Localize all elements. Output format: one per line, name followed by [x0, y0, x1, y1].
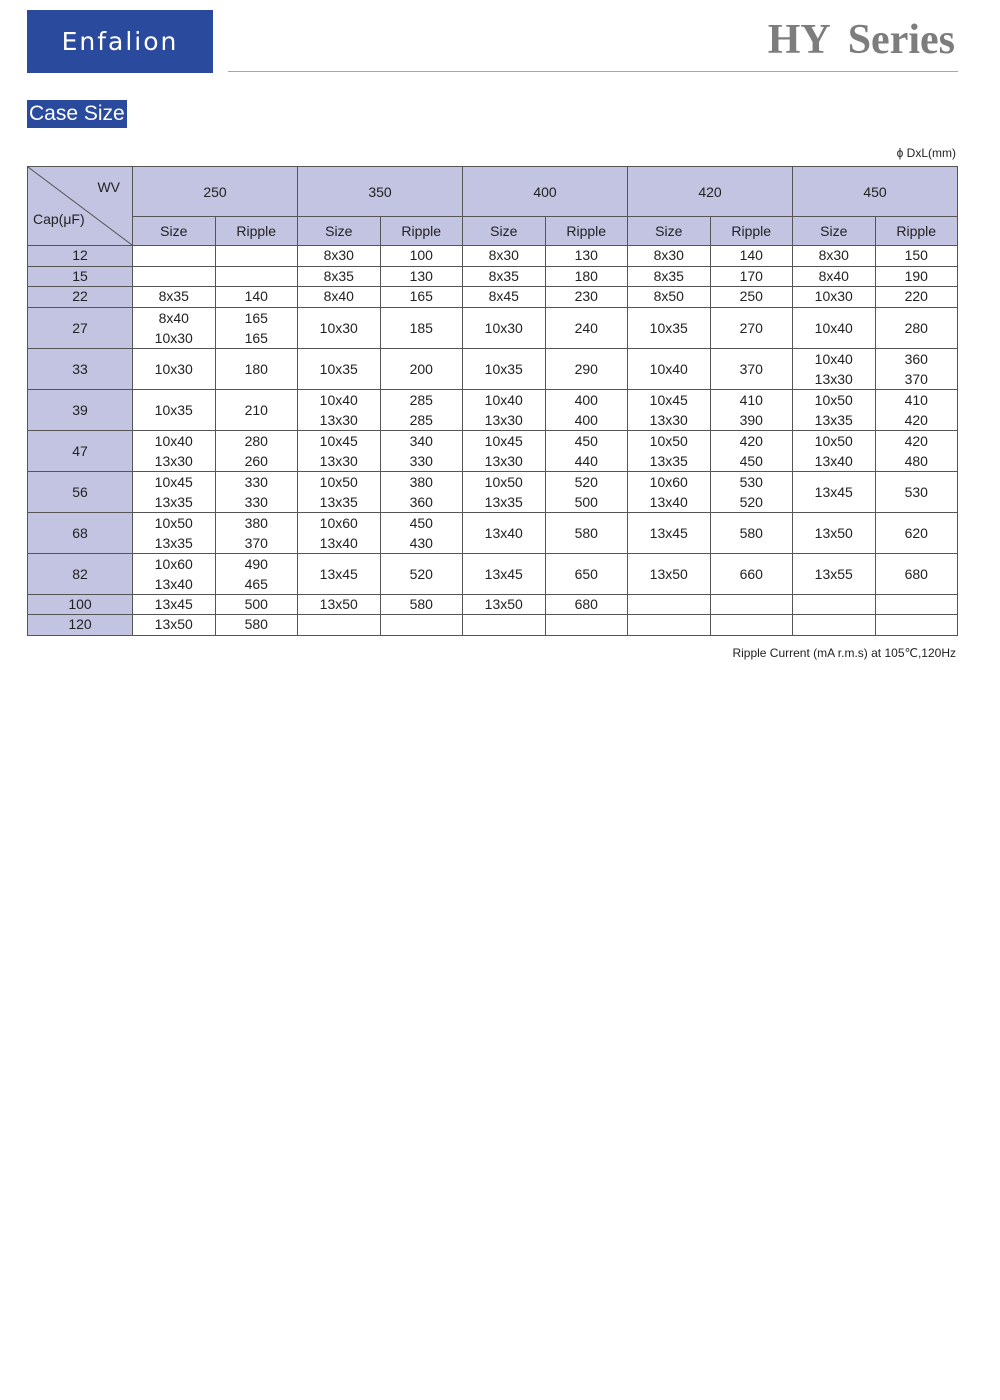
table-body [28, 246, 958, 636]
size-cell [628, 389, 711, 430]
size-value: 10x40 [154, 432, 193, 449]
ripple-cell: 580 [545, 512, 628, 553]
ripple-cell: 500 [215, 594, 298, 615]
table-row [28, 553, 958, 594]
size-cell: 8x30 [298, 246, 381, 267]
capacitance-cell: 27 [28, 307, 133, 348]
ripple-value: 400 [574, 391, 598, 408]
size-cell [298, 512, 381, 553]
size-cell: 8x30 [793, 246, 876, 267]
size-cell [793, 389, 876, 430]
size-cell [298, 471, 381, 512]
ripple-cell: 270 [710, 307, 793, 348]
ripple-value: 490 [244, 555, 268, 572]
ripple-cell: 140 [215, 287, 298, 308]
ripple-header: Ripple [710, 217, 793, 246]
size-cell: 10x40 [793, 307, 876, 348]
capacitance-cell: 33 [28, 348, 133, 389]
size-cell [793, 430, 876, 471]
size-value: 13x40 [649, 493, 688, 510]
section-title-case-size: Case Size [27, 100, 127, 128]
ripple-cell [380, 471, 463, 512]
ripple-value: 430 [409, 534, 433, 551]
ripple-cell: 660 [710, 553, 793, 594]
ripple-header: Ripple [545, 217, 628, 246]
ripple-cell: 240 [545, 307, 628, 348]
ripple-value: 285 [409, 411, 433, 428]
ripple-value: 330 [244, 493, 268, 510]
size-cell [463, 430, 546, 471]
size-cell: 13x50 [298, 594, 381, 615]
ripple-value: 360 [409, 493, 433, 510]
size-cell: 8x40 [298, 287, 381, 308]
ripple-value: 390 [739, 411, 763, 428]
ripple-value: 420 [739, 432, 763, 449]
ripple-cell: 580 [215, 615, 298, 636]
size-value: 10x50 [484, 473, 523, 490]
ripple-value: 340 [409, 432, 433, 449]
ripple-value: 450 [739, 452, 763, 469]
size-value: 13x40 [319, 534, 358, 551]
size-cell: 8x35 [628, 266, 711, 287]
ripple-cell: 130 [545, 246, 628, 267]
size-cell [463, 615, 546, 636]
voltage-header: 250 [133, 167, 298, 217]
ripple-header: Ripple [875, 217, 958, 246]
ripple-cell [545, 389, 628, 430]
size-value: 13x35 [319, 493, 358, 510]
ripple-cell: 200 [380, 348, 463, 389]
ripple-cell: 140 [710, 246, 793, 267]
ripple-value: 500 [574, 493, 598, 510]
voltage-header: 350 [298, 167, 463, 217]
size-cell: 10x30 [793, 287, 876, 308]
size-value: 10x50 [814, 391, 853, 408]
table-row [28, 594, 958, 615]
size-cell: 13x45 [298, 553, 381, 594]
ripple-value: 480 [904, 452, 928, 469]
table-row [28, 348, 958, 389]
size-cell: 13x40 [463, 512, 546, 553]
size-value: 10x40 [814, 350, 853, 367]
ripple-cell [215, 246, 298, 267]
ripple-value: 380 [409, 473, 433, 490]
size-cell [133, 266, 216, 287]
size-cell: 10x30 [298, 307, 381, 348]
ripple-cell [875, 389, 958, 430]
ripple-cell: 530 [875, 471, 958, 512]
ripple-cell: 230 [545, 287, 628, 308]
ripple-cell [545, 430, 628, 471]
size-value: 10x40 [319, 391, 358, 408]
size-cell: 10x40 [628, 348, 711, 389]
ripple-cell [215, 430, 298, 471]
table-row [28, 266, 958, 287]
size-cell [793, 615, 876, 636]
ripple-value: 360 [904, 350, 928, 367]
ripple-value: 370 [904, 370, 928, 387]
ripple-value: 285 [409, 391, 433, 408]
size-cell [628, 594, 711, 615]
ripple-cell: 290 [545, 348, 628, 389]
ripple-cell [215, 266, 298, 287]
capacitance-cell: 22 [28, 287, 133, 308]
size-cell: 10x30 [133, 348, 216, 389]
ripple-cell [215, 307, 298, 348]
series-title: HY Series [767, 17, 955, 63]
size-cell [133, 553, 216, 594]
ripple-cell: 100 [380, 246, 463, 267]
ripple-cell: 180 [545, 266, 628, 287]
size-cell: 10x35 [133, 389, 216, 430]
size-cell [463, 471, 546, 512]
ripple-cell [380, 615, 463, 636]
table-row [28, 430, 958, 471]
size-value: 13x35 [484, 493, 523, 510]
ripple-value: 420 [904, 411, 928, 428]
ripple-cell [380, 430, 463, 471]
size-cell: 13x55 [793, 553, 876, 594]
ripple-cell: 370 [710, 348, 793, 389]
ripple-cell: 210 [215, 389, 298, 430]
capacitance-cell: 68 [28, 512, 133, 553]
size-cell: 8x50 [628, 287, 711, 308]
sub-header-row [28, 217, 958, 246]
ripple-cell: 150 [875, 246, 958, 267]
ripple-cell [545, 471, 628, 512]
size-cell: 13x50 [133, 615, 216, 636]
size-cell: 13x45 [463, 553, 546, 594]
size-cell [628, 430, 711, 471]
ripple-cell [710, 389, 793, 430]
size-cell: 10x35 [628, 307, 711, 348]
size-value: 13x30 [154, 452, 193, 469]
ripple-cell [215, 553, 298, 594]
table-row [28, 471, 958, 512]
size-value: 13x35 [814, 411, 853, 428]
ripple-cell [710, 594, 793, 615]
ripple-cell: 580 [710, 512, 793, 553]
ripple-value: 520 [574, 473, 598, 490]
ripple-value: 410 [739, 391, 763, 408]
table-row [28, 287, 958, 308]
size-value: 13x30 [319, 411, 358, 428]
size-cell: 8x40 [793, 266, 876, 287]
size-header: Size [133, 217, 216, 246]
ripple-cell [215, 512, 298, 553]
ripple-cell [875, 348, 958, 389]
ripple-cell [215, 471, 298, 512]
capacitance-cell: 15 [28, 266, 133, 287]
ripple-header: Ripple [380, 217, 463, 246]
size-cell [628, 615, 711, 636]
size-header: Size [298, 217, 381, 246]
ripple-cell [710, 430, 793, 471]
size-value: 13x35 [154, 534, 193, 551]
size-value: 13x30 [484, 452, 523, 469]
size-cell: 13x45 [793, 471, 876, 512]
size-value: 10x50 [319, 473, 358, 490]
capacitance-cell: 39 [28, 389, 133, 430]
size-header: Size [628, 217, 711, 246]
size-value: 10x50 [154, 514, 193, 531]
ripple-cell [710, 615, 793, 636]
size-cell: 13x50 [793, 512, 876, 553]
capacitance-cell: 82 [28, 553, 133, 594]
corner-wv-label: WV [97, 179, 120, 195]
ripple-value: 440 [574, 452, 598, 469]
ripple-value: 520 [739, 493, 763, 510]
size-cell: 8x35 [298, 266, 381, 287]
ripple-value: 450 [574, 432, 598, 449]
ripple-cell [875, 594, 958, 615]
ripple-cell: 185 [380, 307, 463, 348]
ripple-cell: 130 [380, 266, 463, 287]
size-value: 10x45 [484, 432, 523, 449]
voltage-header: 400 [463, 167, 628, 217]
size-cell: 8x45 [463, 287, 546, 308]
size-cell: 8x35 [463, 266, 546, 287]
size-value: 13x35 [154, 493, 193, 510]
unit-note: ϕ DxL(mm) [896, 146, 956, 160]
ripple-value: 410 [904, 391, 928, 408]
size-cell: 13x45 [133, 594, 216, 615]
size-value: 13x30 [649, 411, 688, 428]
ripple-value: 260 [244, 452, 268, 469]
ripple-cell [380, 389, 463, 430]
table-row [28, 246, 958, 267]
enfalion-logo: Enfalion [27, 10, 213, 73]
size-header: Size [793, 217, 876, 246]
size-header: Size [463, 217, 546, 246]
ripple-value: 280 [244, 432, 268, 449]
size-cell [298, 615, 381, 636]
capacitance-cell: 100 [28, 594, 133, 615]
ripple-header: Ripple [215, 217, 298, 246]
ripple-cell: 165 [380, 287, 463, 308]
ripple-cell: 220 [875, 287, 958, 308]
size-cell [133, 471, 216, 512]
ripple-cell [380, 512, 463, 553]
size-cell [133, 307, 216, 348]
size-value: 10x45 [319, 432, 358, 449]
ripple-value: 370 [244, 534, 268, 551]
corner-cap-label: Cap(μF) [33, 211, 85, 227]
size-cell [793, 594, 876, 615]
ripple-cell: 620 [875, 512, 958, 553]
ripple-value: 380 [244, 514, 268, 531]
size-value: 10x45 [649, 391, 688, 408]
size-value: 10x50 [649, 432, 688, 449]
size-cell [628, 471, 711, 512]
table-row [28, 512, 958, 553]
ripple-value: 450 [409, 514, 433, 531]
ripple-cell: 280 [875, 307, 958, 348]
size-cell [133, 512, 216, 553]
size-cell: 13x50 [628, 553, 711, 594]
size-cell [133, 246, 216, 267]
voltage-header: 450 [793, 167, 958, 217]
size-value: 10x50 [814, 432, 853, 449]
size-value: 10x60 [319, 514, 358, 531]
table-row [28, 615, 958, 636]
ripple-cell: 250 [710, 287, 793, 308]
size-value: 8x40 [158, 309, 189, 326]
size-value: 13x35 [649, 452, 688, 469]
voltage-header-row [28, 167, 958, 217]
table-row [28, 307, 958, 348]
ripple-value: 330 [409, 452, 433, 469]
size-cell [463, 389, 546, 430]
capacitance-cell: 56 [28, 471, 133, 512]
table-row [28, 389, 958, 430]
ripple-cell: 680 [545, 594, 628, 615]
size-value: 13x30 [484, 411, 523, 428]
size-cell: 13x45 [628, 512, 711, 553]
size-cell [793, 348, 876, 389]
header-divider [228, 71, 958, 72]
size-cell: 10x30 [463, 307, 546, 348]
ripple-value: 400 [574, 411, 598, 428]
ripple-value: 420 [904, 432, 928, 449]
size-cell [298, 389, 381, 430]
size-value: 13x40 [154, 575, 193, 592]
capacitance-cell: 12 [28, 246, 133, 267]
voltage-header: 420 [628, 167, 793, 217]
size-cell: 8x30 [628, 246, 711, 267]
capacitance-cell: 47 [28, 430, 133, 471]
size-cell [298, 430, 381, 471]
size-cell: 8x30 [463, 246, 546, 267]
ripple-cell [710, 471, 793, 512]
ripple-cell: 190 [875, 266, 958, 287]
ripple-value: 330 [244, 473, 268, 490]
ripple-value: 465 [244, 575, 268, 592]
size-value: 13x30 [319, 452, 358, 469]
ripple-current-footnote: Ripple Current (mA r.m.s) at 105℃,120Hz [732, 646, 956, 660]
size-cell: 10x35 [298, 348, 381, 389]
size-value: 10x40 [484, 391, 523, 408]
size-value: 10x30 [154, 329, 193, 346]
ripple-cell: 520 [380, 553, 463, 594]
ripple-cell: 650 [545, 553, 628, 594]
size-value: 13x30 [814, 370, 853, 387]
size-value: 10x60 [154, 555, 193, 572]
ripple-cell [875, 615, 958, 636]
size-cell: 10x35 [463, 348, 546, 389]
ripple-cell: 680 [875, 553, 958, 594]
size-value: 10x45 [154, 473, 193, 490]
ripple-value: 165 [244, 329, 268, 346]
ripple-cell: 170 [710, 266, 793, 287]
capacitance-cell: 120 [28, 615, 133, 636]
ripple-value: 530 [739, 473, 763, 490]
size-cell: 13x50 [463, 594, 546, 615]
ripple-value: 165 [244, 309, 268, 326]
case-size-table [27, 166, 958, 636]
size-cell: 8x35 [133, 287, 216, 308]
table-corner-cell [28, 167, 133, 246]
size-cell [133, 430, 216, 471]
size-value: 10x60 [649, 473, 688, 490]
size-value: 13x40 [814, 452, 853, 469]
ripple-cell: 580 [380, 594, 463, 615]
ripple-cell [545, 615, 628, 636]
ripple-cell: 180 [215, 348, 298, 389]
ripple-cell [875, 430, 958, 471]
